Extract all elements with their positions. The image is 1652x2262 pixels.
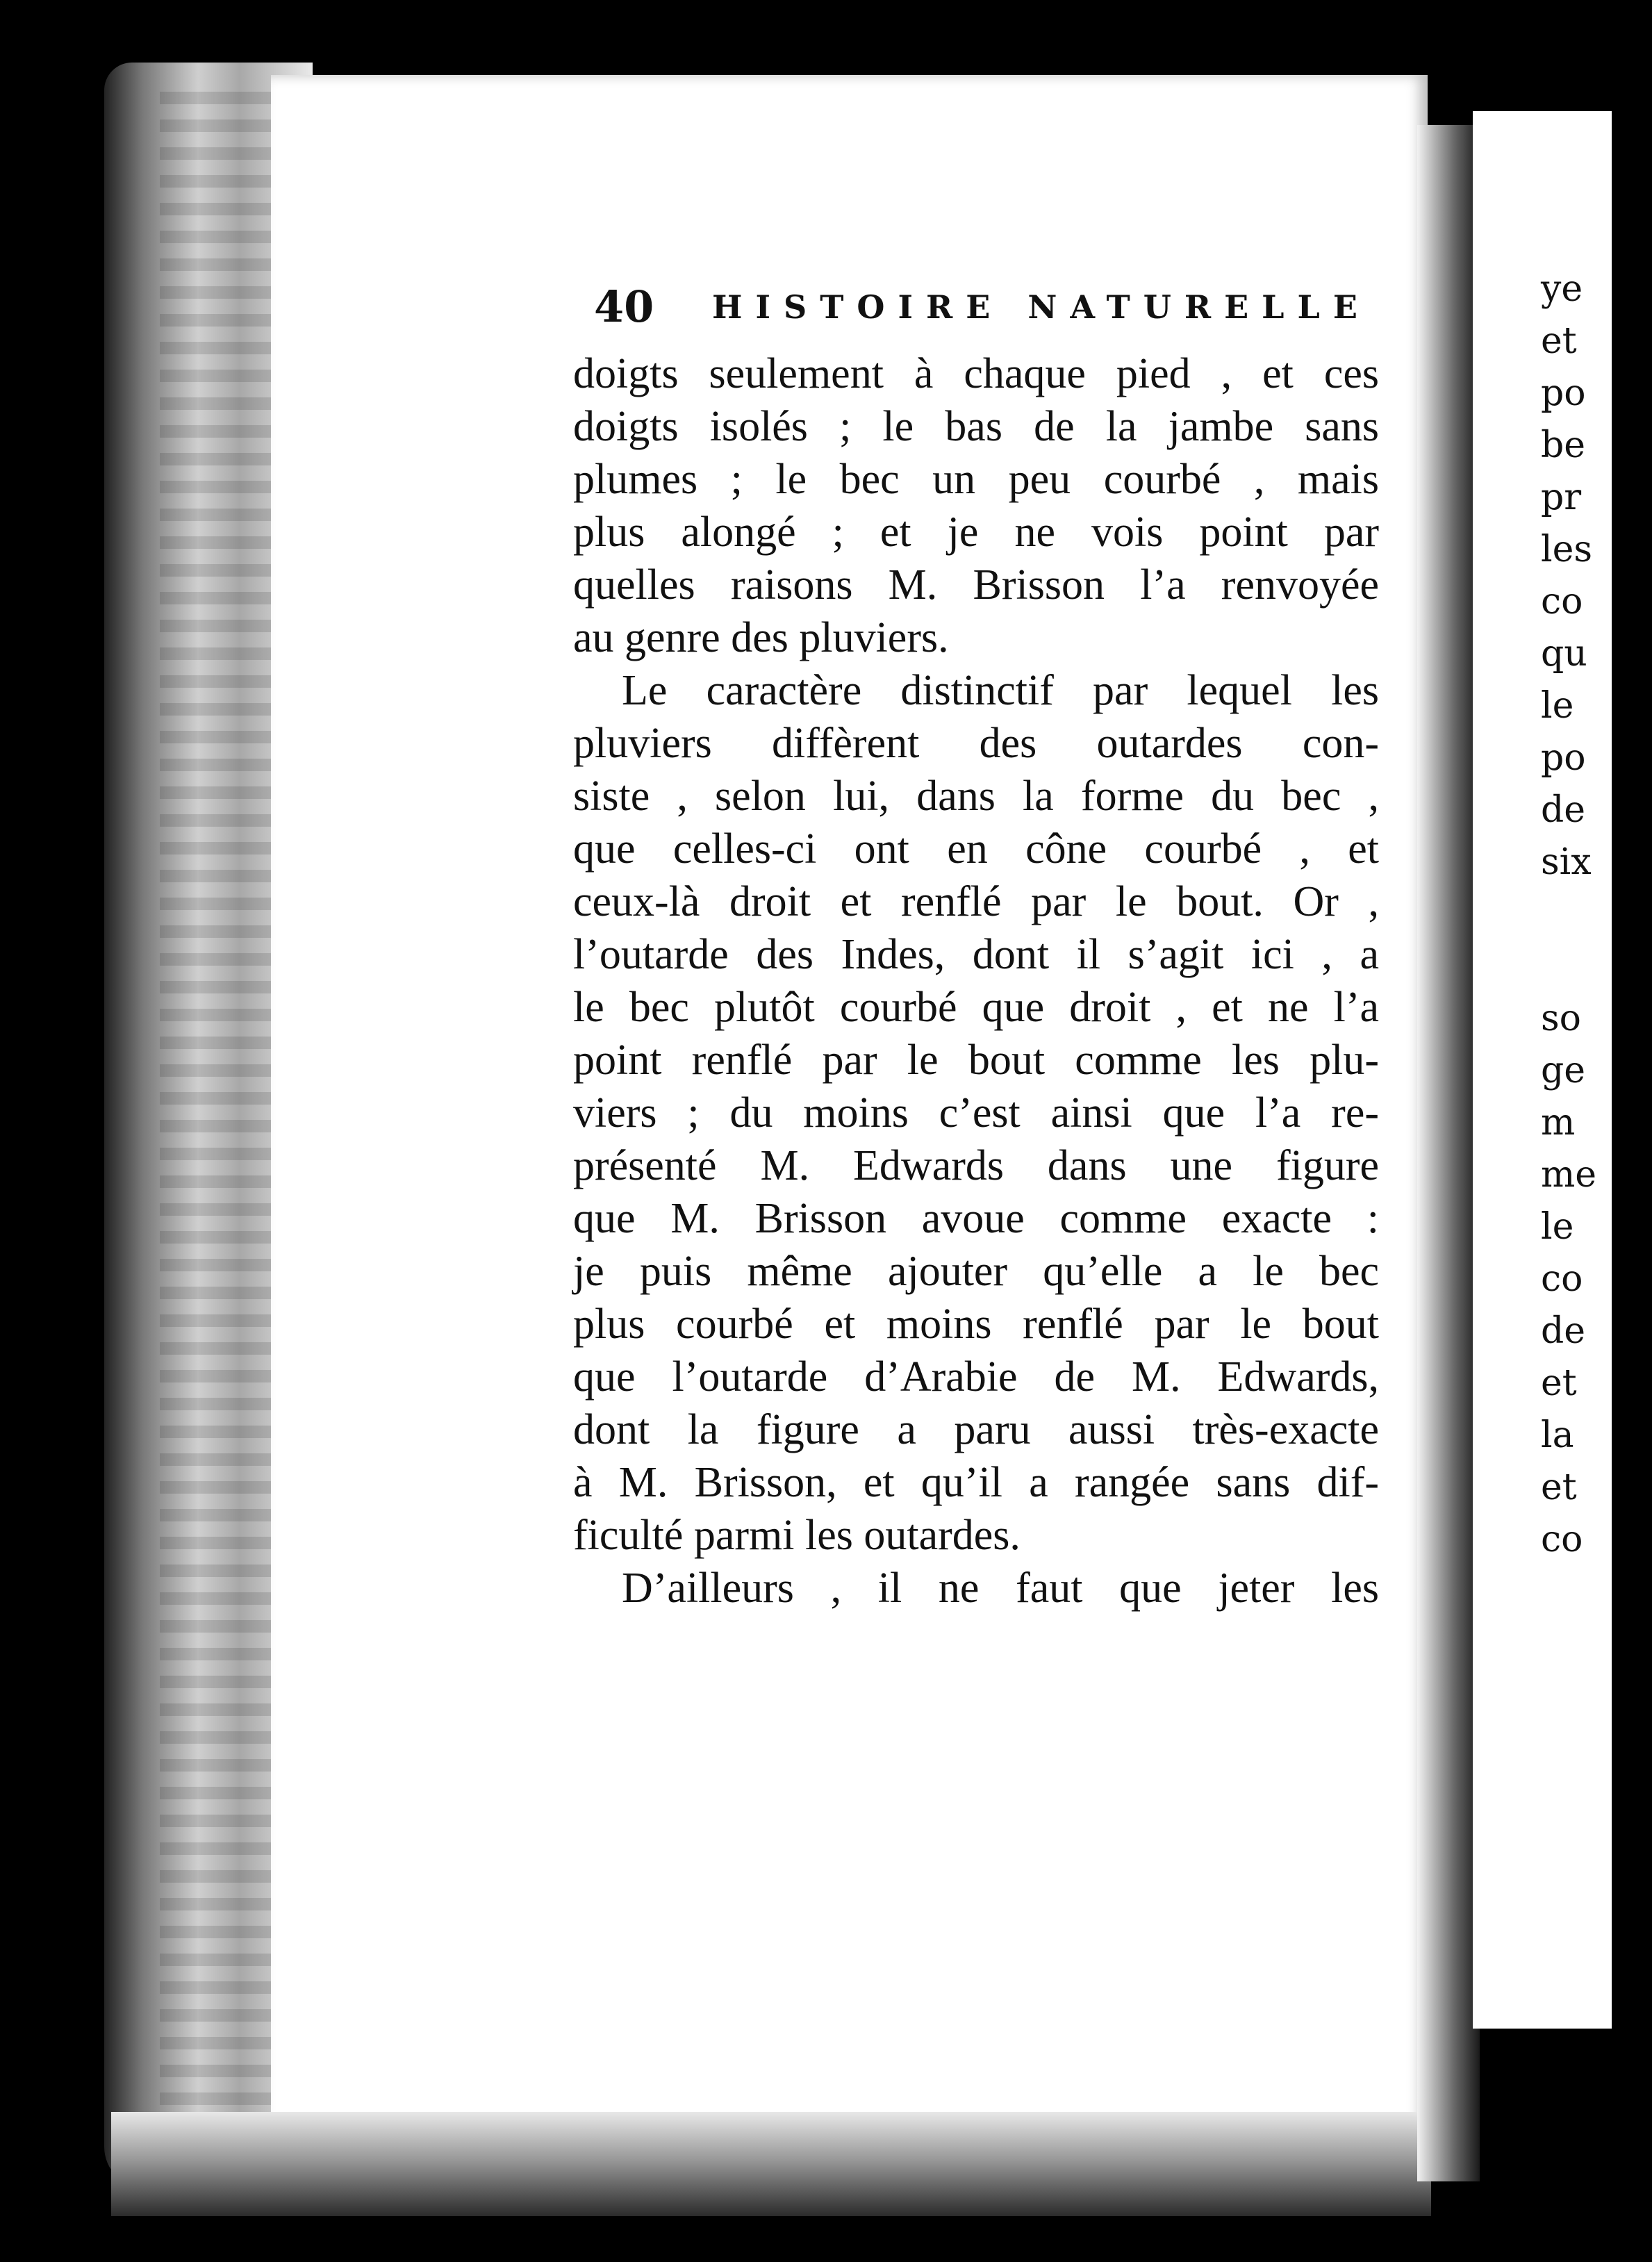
facing-page-fragment: pr bbox=[1541, 477, 1582, 518]
text-line: le bec plutôt courbé que droit , et ne l’a bbox=[573, 984, 1379, 1031]
facing-page-fragment: de bbox=[1541, 789, 1586, 831]
running-title: HISTOIRE NATURELLE bbox=[712, 288, 1371, 326]
facing-page-fragment: ge bbox=[1541, 1050, 1586, 1091]
text-line: au genre des pluviers. bbox=[573, 614, 949, 661]
text-line: pluviers diffèrent des outardes con- bbox=[573, 720, 1379, 767]
text-line: viers ; du moins c’est ainsi que l’a re- bbox=[573, 1089, 1379, 1137]
text-line: plumes ; le bec un peu courbé , mais bbox=[573, 456, 1379, 503]
facing-page-fragment: qu bbox=[1541, 633, 1587, 675]
text-line: ficulté parmi les outardes. bbox=[573, 1512, 1021, 1559]
text-line: doigts seulement à chaque pied , et ces bbox=[573, 350, 1379, 397]
facing-page-fragment: be bbox=[1541, 424, 1586, 466]
text-line: plus courbé et moins renflé par le bout bbox=[573, 1301, 1379, 1348]
facing-page-fragment: po bbox=[1541, 737, 1586, 779]
facing-page-fragment: et bbox=[1541, 320, 1577, 362]
text-line: que l’outarde d’Arabie de M. Edwards, bbox=[573, 1353, 1379, 1401]
facing-page bbox=[1473, 111, 1612, 2029]
text-line: l’outarde des Indes, dont il s’agit ici , a bbox=[573, 931, 1379, 978]
facing-page-fragment: co bbox=[1541, 1258, 1583, 1300]
text-line: à M. Brisson, et qu’il a rangée sans dif- bbox=[573, 1459, 1379, 1506]
facing-page-fragment: me bbox=[1541, 1154, 1597, 1196]
facing-page-fragment: la bbox=[1541, 1414, 1574, 1456]
facing-page-fragment: de bbox=[1541, 1310, 1586, 1352]
facing-page-fragment: po bbox=[1541, 372, 1586, 414]
facing-page-fragment: m bbox=[1541, 1102, 1576, 1144]
facing-page-fragment: les bbox=[1541, 529, 1593, 570]
facing-page-fragment: so bbox=[1541, 998, 1581, 1039]
text-line: que celles-ci ont en cône courbé , et bbox=[573, 825, 1379, 873]
text-line: plus alongé ; et je ne vois point par bbox=[573, 509, 1379, 556]
text-line: D’ailleurs , il ne faut que jeter les bbox=[622, 1565, 1379, 1612]
page-bottom-edge bbox=[111, 2112, 1431, 2216]
body-text bbox=[573, 347, 1379, 1615]
text-line: que M. Brisson avoue comme exacte : bbox=[573, 1195, 1379, 1242]
facing-page-fragment: et bbox=[1541, 1362, 1577, 1404]
facing-page-fragment: le bbox=[1541, 1206, 1574, 1248]
running-head bbox=[594, 281, 1371, 337]
text-line: siste , selon lui, dans la forme du bec , bbox=[573, 773, 1379, 820]
text-line: doigts isolés ; le bas de la jambe sans bbox=[573, 403, 1379, 450]
facing-page-fragment: ye bbox=[1541, 268, 1583, 310]
page-number: 40 bbox=[594, 281, 654, 332]
facing-page-fragment: co bbox=[1541, 581, 1583, 622]
facing-page-fragment: co bbox=[1541, 1519, 1583, 1560]
text-line: je puis même ajouter qu’elle a le bec bbox=[573, 1248, 1379, 1295]
text-line: ceux-là droit et renflé par le bout. Or , bbox=[573, 878, 1379, 925]
book-gutter bbox=[1417, 125, 1480, 2181]
text-line: présenté M. Edwards dans une figure bbox=[573, 1142, 1379, 1189]
text-line: dont la figure a paru aussi très-exacte bbox=[573, 1406, 1379, 1453]
facing-page-fragment: le bbox=[1541, 685, 1574, 727]
text-line: point renflé par le bout comme les plu- bbox=[573, 1037, 1379, 1084]
text-line: quelles raisons M. Brisson l’a renvoyée bbox=[573, 561, 1379, 609]
facing-page-fragment: et bbox=[1541, 1467, 1577, 1508]
text-line: Le caractère distinctif par lequel les bbox=[622, 667, 1379, 714]
facing-page-fragment: six bbox=[1541, 841, 1592, 883]
